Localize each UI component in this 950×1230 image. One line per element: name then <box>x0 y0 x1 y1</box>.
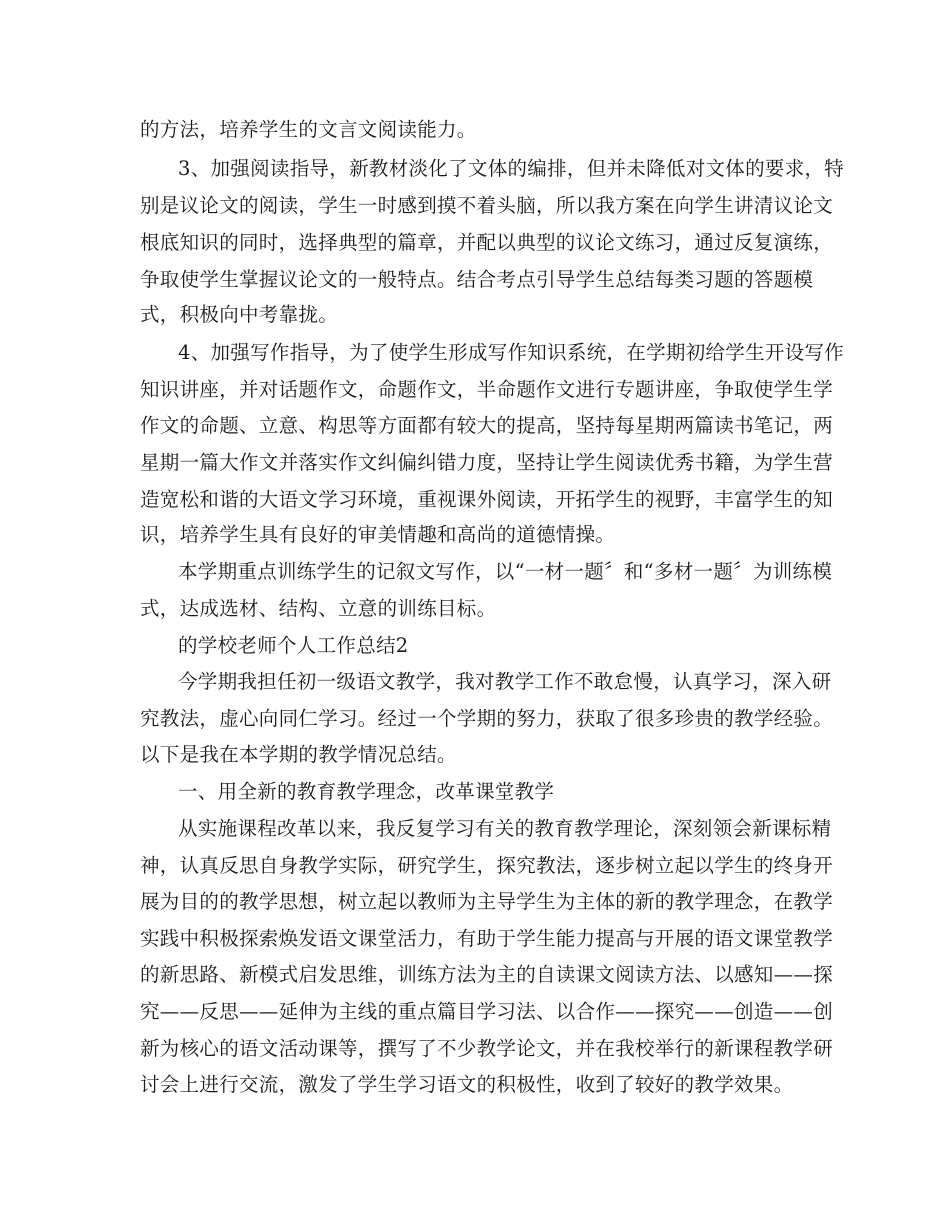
text-line: 4、加强写作指导，为了使学生形成写作知识系统，在学期初给学生开设写作 <box>178 341 845 364</box>
text-line: 讨会上进行交流，激发了学生学习语文的积极性，收到了较好的教学效果。 <box>140 1073 794 1096</box>
text-line: 的新思路、新模式启发思维，训练方法为主的自读课文阅读方法、以感知——探 <box>140 963 834 986</box>
text-line: 本学期重点训练学生的记叙文写作，以“一材一题〞和“多材一题〞为训练模 <box>178 560 833 583</box>
text-line: 新为核心的语文活动课等，撰写了不少教学论文，并在我校举行的新课程教学研 <box>140 1037 834 1060</box>
text-line: 究——反思——延伸为主线的重点篇目学习法、以合作——探究——创造——创 <box>140 1000 833 1023</box>
text-line: 别是议论文的阅读，学生一时感到摸不着头脑，所以我方案在向学生讲清议论文 <box>140 194 834 217</box>
text-line: 根底知识的同时，选择典型的篇章，并配以典型的议论文练习，通过反复演练， <box>140 231 834 254</box>
text-line: 从实施课程改革以来，我反复学习有关的教育教学理论，深刻领会新课标精 <box>178 817 832 840</box>
text-line: 造宽松和谐的大语文学习环境，重视课外阅读，开拓学生的视野，丰富学生的知 <box>140 488 834 511</box>
text-line: 究教法，虚心向同仁学习。经过一个学期的努力，获取了很多珍贵的教学经验。 <box>140 707 834 730</box>
text-line: 的方法，培养学生的文言文阅读能力。 <box>140 118 477 141</box>
text-line: 星期一篇大作文并落实作文纠偏纠错力度，坚持让学生阅读优秀书籍，为学生营 <box>140 451 834 474</box>
section-heading: 的学校老师个人工作总结2 <box>178 634 409 657</box>
text-line: 3、加强阅读指导，新教材淡化了文体的编排，但并未降低对文体的要求，特 <box>178 157 845 180</box>
text-line: 争取使学生掌握议论文的一般特点。结合考点引导学生总结每类习题的答题模 <box>140 268 814 291</box>
text-line: 今学期我担任初一级语文教学，我对教学工作不敢怠慢，认真学习，深入研 <box>178 670 832 693</box>
subsection-heading: 一、用全新的教育教学理念，改革课堂教学 <box>178 780 555 803</box>
text-line: 实践中积极探索焕发语文课堂活力，有助于学生能力提高与开展的语文课堂教学 <box>140 927 834 950</box>
text-line: 识，培养学生具有良好的审美情趣和高尚的道德情操。 <box>140 523 616 546</box>
text-line: 以下是我在本学期的教学情况总结。 <box>140 743 457 766</box>
text-line: 展为目的的教学思想，树立起以教师为主导学生为主体的新的教学理念，在教学 <box>140 890 834 913</box>
text-line: 式，积极向中考靠拢。 <box>140 303 339 326</box>
text-line: 作文的命题、立意、构思等方面都有较大的提高，坚持每星期两篇读书笔记，两 <box>140 414 834 437</box>
text-line: 神，认真反思自身教学实际，研究学生，探究教法，逐步树立起以学生的终身开 <box>140 854 834 877</box>
text-line: 式，达成选材、结构、立意的训练目标。 <box>140 597 497 620</box>
text-line: 知识讲座，并对话题作文，命题作文，半命题作文进行专题讲座，争取使学生学 <box>140 378 834 401</box>
